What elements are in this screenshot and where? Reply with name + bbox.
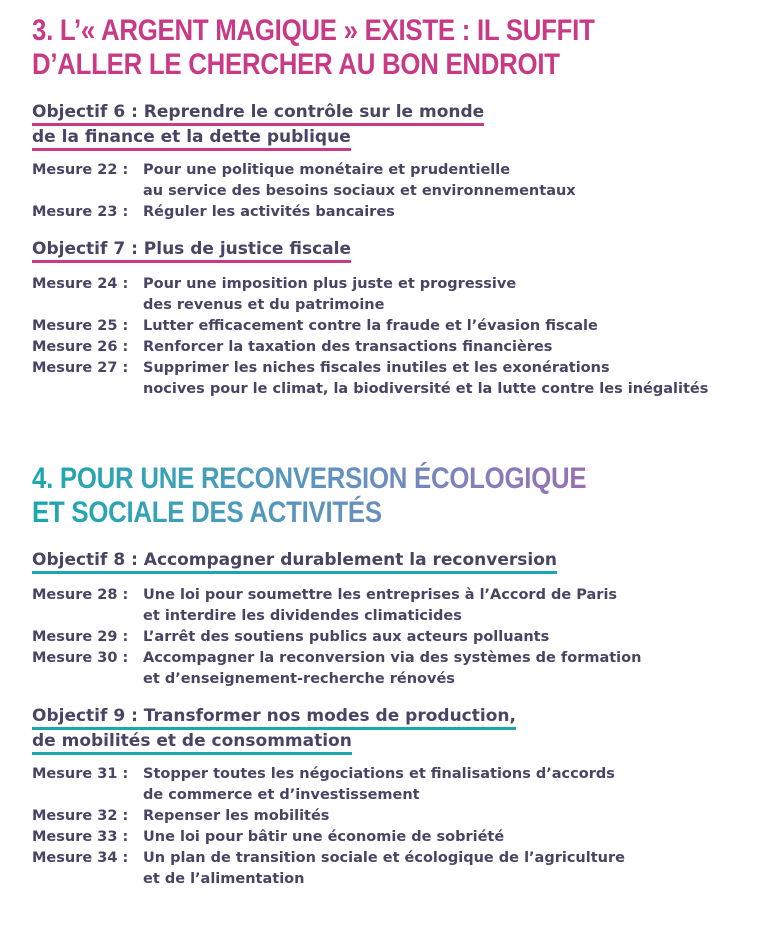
objective-9-title-line2: de mobilités et de consommation xyxy=(32,731,352,755)
objective-9-title-line1: Objectif 9 : Transformer nos modes de production, xyxy=(32,706,516,730)
measure-label: Mesure 28 : xyxy=(32,587,129,603)
measure-text-line1: Supprimer les niches fiscales inutiles et les exonérations xyxy=(143,360,610,376)
measure-text: Renforcer la taxation des transactions financières xyxy=(143,339,553,355)
measure-label: Mesure 24 : xyxy=(32,276,129,292)
objective-8-title xyxy=(32,548,752,573)
measure-text-line1: Stopper toutes les négociations et finalisations d’accords xyxy=(143,766,615,782)
measure-34 xyxy=(32,848,752,890)
measure-text xyxy=(143,160,752,202)
measure-33 xyxy=(32,827,752,848)
measure-28 xyxy=(32,585,752,627)
measure-label: Mesure 22 : xyxy=(32,162,129,178)
measure-text-line1: Pour une politique monétaire et prudentielle xyxy=(143,162,511,178)
section-3 xyxy=(32,14,752,400)
measure-text xyxy=(143,764,752,806)
section-3-title xyxy=(32,14,651,82)
section-4 xyxy=(32,462,752,890)
measure-text xyxy=(143,585,752,627)
objective-6-measures xyxy=(32,160,752,223)
measure-text: Réguler les activités bancaires xyxy=(143,204,395,220)
measure-30 xyxy=(32,648,752,690)
measure-25 xyxy=(32,316,752,337)
section-4-title-line1: 4. POUR UNE RECONVERSION ÉCOLOGIQUE xyxy=(32,462,587,495)
measure-text-line2: et de l’alimentation xyxy=(143,871,305,887)
measure-text-line1: Une loi pour soumettre les entreprises à l’Accord de Paris xyxy=(143,587,618,603)
measure-26 xyxy=(32,337,752,358)
measure-32 xyxy=(32,806,752,827)
measure-label: Mesure 34 : xyxy=(32,850,129,866)
measure-text-line1: Un plan de transition sociale et écologique de l’agriculture xyxy=(143,850,625,866)
section-4-title xyxy=(32,462,651,530)
measure-label: Mesure 30 : xyxy=(32,650,129,666)
measure-label: Mesure 25 : xyxy=(32,318,129,334)
measure-text-line2: de commerce et d’investissement xyxy=(143,787,420,803)
measure-text: Une loi pour bâtir une économie de sobriété xyxy=(143,829,505,845)
measure-text-line2: et d’enseignement-recherche rénovés xyxy=(143,671,455,687)
objective-6-title-line2: de la finance et la dette publique xyxy=(32,127,351,151)
measure-label: Mesure 23 : xyxy=(32,204,129,220)
measure-22 xyxy=(32,160,752,202)
measure-text-line1: Pour une imposition plus juste et progressive xyxy=(143,276,517,292)
measure-label: Mesure 31 : xyxy=(32,766,129,782)
measure-31 xyxy=(32,764,752,806)
measure-29 xyxy=(32,627,752,648)
measure-text-line2: et interdire les dividendes climaticides xyxy=(143,608,462,624)
measure-text: Lutter efficacement contre la fraude et l’évasion fiscale xyxy=(143,318,598,334)
measure-text xyxy=(143,274,752,316)
measure-label: Mesure 26 : xyxy=(32,339,129,355)
section-3-title-line2: D’ALLER LE CHERCHER AU BON ENDROIT xyxy=(32,48,560,81)
section-3-title-line1: 3. L’« ARGENT MAGIQUE » EXISTE : IL SUFFIT xyxy=(32,14,595,47)
measure-23 xyxy=(32,202,752,223)
objective-9-title xyxy=(32,704,752,754)
objective-9-measures xyxy=(32,764,752,890)
measure-label: Mesure 29 : xyxy=(32,629,129,645)
measure-label: Mesure 33 : xyxy=(32,829,129,845)
objective-7-title-line1: Objectif 7 : Plus de justice fiscale xyxy=(32,239,351,263)
measure-text xyxy=(143,358,752,400)
objective-8-measures xyxy=(32,585,752,690)
document-page xyxy=(32,14,752,890)
measure-text xyxy=(143,648,752,690)
measure-text-line2: nocives pour le climat, la biodiversité et la lutte contre les inégalités xyxy=(143,381,709,397)
measure-label: Mesure 27 : xyxy=(32,360,129,376)
objective-7-measures xyxy=(32,274,752,400)
measure-27 xyxy=(32,358,752,400)
objective-7-title xyxy=(32,237,752,262)
measure-text: Repenser les mobilités xyxy=(143,808,330,824)
measure-24 xyxy=(32,274,752,316)
measure-text: L’arrêt des soutiens publics aux acteurs polluants xyxy=(143,629,550,645)
section-4-title-line2: ET SOCIALE DES ACTIVITÉS xyxy=(32,496,382,529)
measure-label: Mesure 32 : xyxy=(32,808,129,824)
measure-text-line2: au service des besoins sociaux et environnementaux xyxy=(143,183,576,199)
measure-text-line1: Accompagner la reconversion via des systèmes de formation xyxy=(143,650,642,666)
objective-6-title-line1: Objectif 6 : Reprendre le contrôle sur le monde xyxy=(32,102,484,126)
measure-text xyxy=(143,848,752,890)
objective-6-title xyxy=(32,100,752,150)
measure-text-line2: des revenus et du patrimoine xyxy=(143,297,385,313)
objective-8-title-line1: Objectif 8 : Accompagner durablement la reconversion xyxy=(32,550,557,574)
